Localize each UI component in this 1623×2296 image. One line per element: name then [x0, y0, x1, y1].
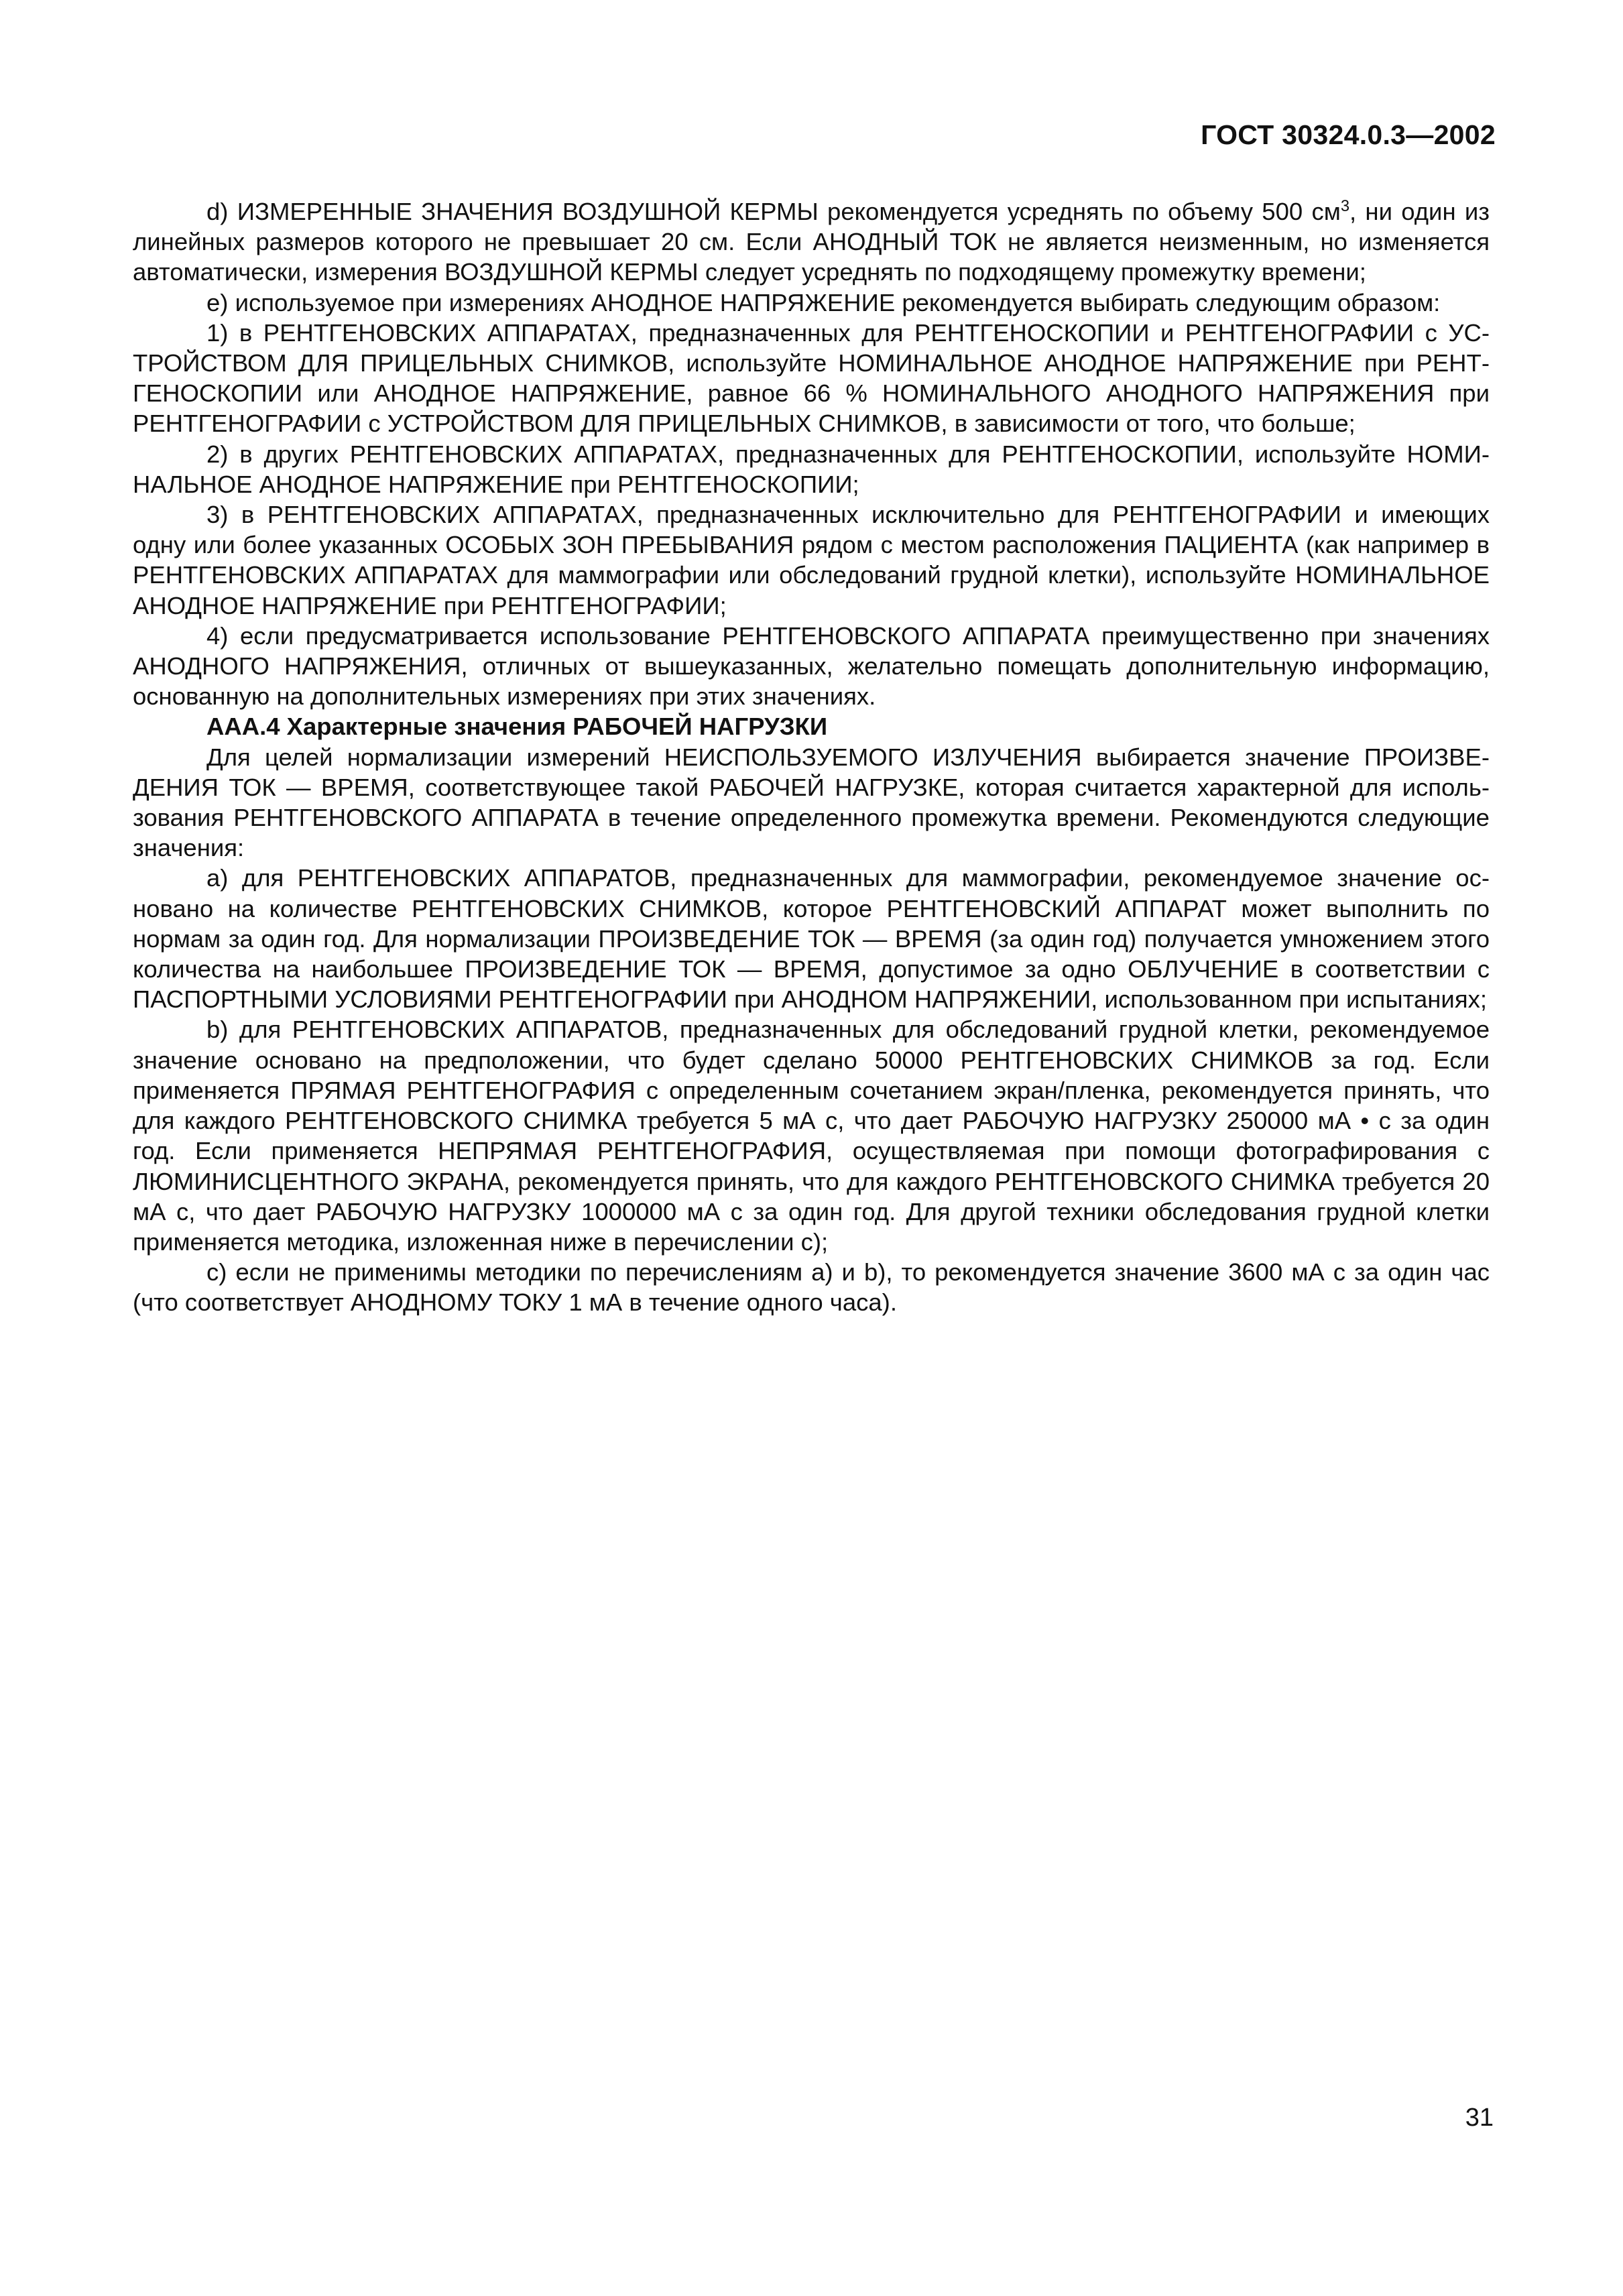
page-number: 31 [1465, 2104, 1494, 2132]
section-heading: ААА.4 Характерные значения РАБОЧЕЙ НАГРУЗКИ [206, 713, 828, 741]
document-code: ГОСТ 30324.0.3—2002 [1201, 119, 1496, 150]
paragraph-item-a: а) для РЕНТГЕНОВСКИХ АППАРАТОВ, предназначенных для маммографии, рекомендуемое значение основано на количестве РЕНТГЕНОВСКИХ СНИМКОВ, которое РЕНТГЕНОВСКИЙ АППАРАТ может выполнить по нормам за один год. Для нормализации ПРОИЗВЕДЕНИЕ ТОК — ВРЕМЯ (за один год) получается умножением этого количества на наибольшее ПРОИЗВЕДЕНИЕ ТОК — ВРЕМЯ, допустимое за одно ОБЛУЧЕНИЕ в соответствии с ПАСПОРТНЫМИ УСЛОВИЯМИ РЕНТГЕНОГРАФИИ при АНОДНОМ НАПРЯЖЕНИИ, использованном при испытаниях; [133, 864, 1490, 1014]
paragraph-item-e4: 4) если предусматривается использование РЕНТГЕНОВСКОГО АППАРАТА преимущественно при значениях АНОДНОГО НАПРЯЖЕНИЯ, отличных от вышеуказанных, желательно помещать дополнительную информацию, основанную на дополнительных измерениях при этих значениях. [133, 621, 1490, 711]
item-d-text: d) ИЗМЕРЕННЫЕ ЗНАЧЕНИЯ ВОЗДУШНОЙ КЕРМЫ рекомендуется усреднять по объему 500 см [206, 198, 1341, 225]
superscript-cubic: 3 [1340, 197, 1350, 215]
paragraph-item-e1: 1) в РЕНТГЕНОВСКИХ АППАРАТАХ, предназначенных для РЕНТГЕНОСКОПИИ и РЕНТГЕНОГРАФИИ с УСТРОЙСТВОМ ДЛЯ ПРИЦЕЛЬНЫХ СНИМКОВ, используйте НОМИНАЛЬНОЕ АНОДНОЕ НАПРЯЖЕНИЕ при РЕНТГЕНОСКОПИИ или АНОДНОЕ НАПРЯЖЕНИЕ, равное 66 % НОМИНАЛЬНОГО АНОДНОГО НАПРЯЖЕНИЯ при РЕНТГЕНОГРАФИИ с УСТРОЙСТВОМ ДЛЯ ПРИЦЕЛЬНЫХ СНИМКОВ, в зависимости от того, что больше; [133, 318, 1490, 438]
page-body [133, 196, 1490, 1318]
paragraph-item-e: е) используемое при измерениях АНОДНОЕ НАПРЯЖЕНИЕ рекомендуется выбирать следующим образом: [206, 288, 1441, 316]
item-d-text-continued: , ни один из линейных размеров которого не превышает 20 см. Если АНОДНЫЙ ТОК не является неизменным, но изменяется автоматически, измерения ВОЗДУШНОЙ КЕРМЫ следует усреднять по подходящему промежутку времени; [133, 198, 1490, 286]
paragraph-item-e2: 2) в других РЕНТГЕНОВСКИХ АППАРАТАХ, предназначенных для РЕНТГЕНОСКОПИИ, используйте НОМИНАЛЬНОЕ АНОДНОЕ НАПРЯЖЕНИЕ при РЕНТГЕНОСКОПИИ; [133, 440, 1490, 498]
paragraph-item-d [133, 196, 1490, 288]
paragraph-section-intro: Для целей нормализации измерений НЕИСПОЛЬЗУЕМОГО ИЗЛУЧЕНИЯ выбирается значение ПРОИЗВЕДЕНИЯ ТОК — ВРЕМЯ, соответствующее такой РАБОЧЕЙ НАГРУЗКЕ, которая считается характерной для использования РЕНТГЕНОВСКОГО АППАРАТА в течение определенного промежутка времени. Рекомендуются следующие значения: [133, 743, 1490, 862]
paragraph-item-c: с) если не применимы методики по перечислениям а) и b), то рекомендуется значение 3600 мА с за один час (что соответствует АНОДНОМУ ТОКУ 1 мА в течение одного часа). [133, 1258, 1490, 1317]
paragraph-item-e3: 3) в РЕНТГЕНОВСКИХ АППАРАТАХ, предназначенных исключительно для РЕНТГЕНОГРАФИИ и имеющих одну или более указанных ОСОБЫХ ЗОН ПРЕБЫВАНИЯ рядом с местом расположения ПАЦИЕНТА (как например в РЕНТГЕНОВСКИХ АППАРАТАХ для маммографии или обследований грудной клетки), используйте НОМИНАЛЬНОЕ АНОДНОЕ НАПРЯЖЕНИЕ при РЕНТГЕНОГРАФИИ; [133, 501, 1490, 619]
paragraph-item-b: b) для РЕНТГЕНОВСКИХ АППАРАТОВ, предназначенных для обследований грудной клетки, рекомендуемое значение основано на предположении, что будет сделано 50000 РЕНТГЕНОВСКИХ СНИМКОВ за год. Если применяется ПРЯМАЯ РЕНТГЕНОГРАФИЯ с определенным сочетанием экран/пленка, рекомендуется принять, что для каждого РЕНТГЕНОВСКОГО СНИМКА требуется 5 мА с, что дает РАБОЧУЮ НАГРУЗКУ 250000 мА • с за один год. Если применяется НЕПРЯМАЯ РЕНТГЕНОГРАФИЯ, осуществляемая при помощи фотографирования с ЛЮМИНИСЦЕНТНОГО ЭКРАНА, рекомендуется принять, что для каждого РЕНТГЕНОВСКОГО СНИМКА требуется 20 мА с, что дает РАБОЧУЮ НАГРУЗКУ 1000000 мА с за один год. Для другой техники обследования грудной клетки применяется методика, изложенная ниже в перечислении с); [133, 1016, 1490, 1256]
